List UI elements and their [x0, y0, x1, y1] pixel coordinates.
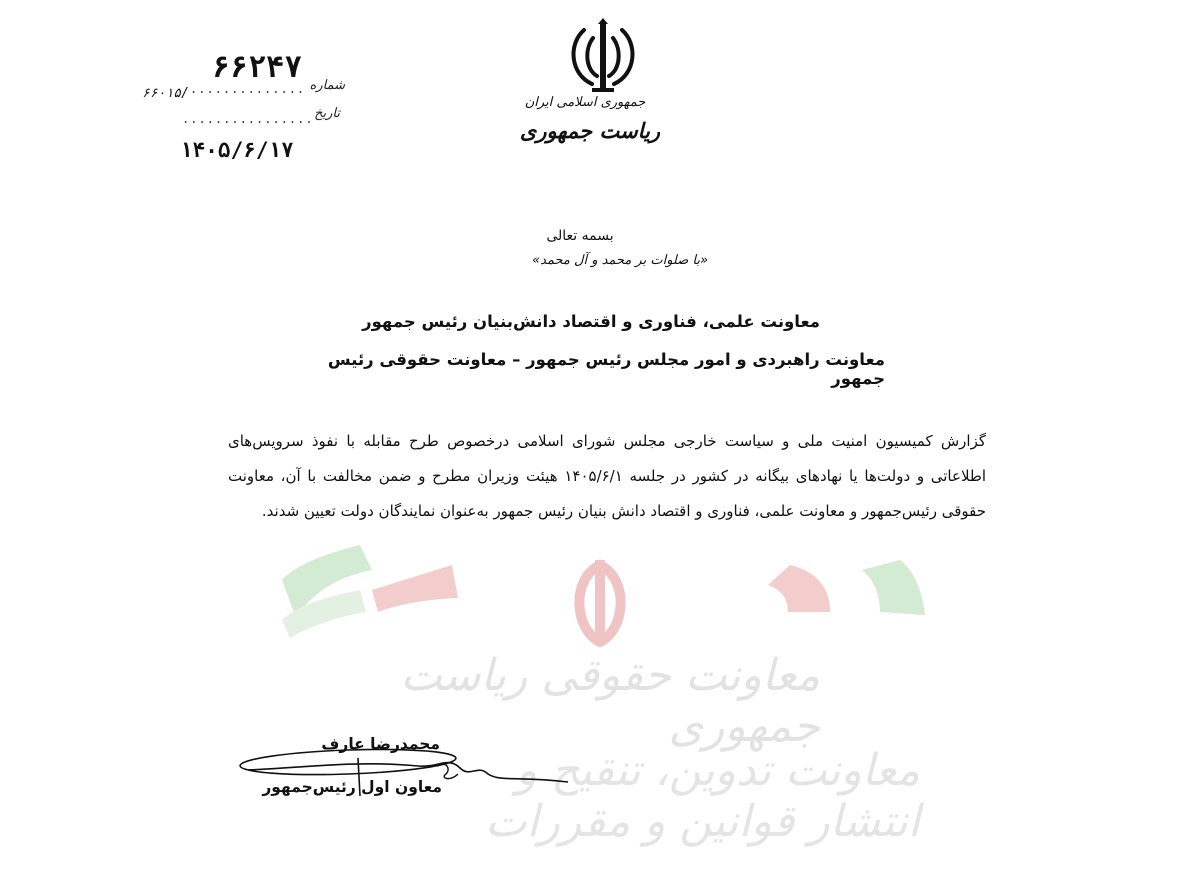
- bismillah-heading: بسمه تعالی: [546, 228, 614, 244]
- org-line-2: ریاست جمهوری: [519, 118, 661, 143]
- salavat-line: «با صلوات بر محمد و آل محمد»: [532, 253, 708, 268]
- number-label: شماره: [309, 78, 345, 93]
- letter-number-handwritten: ۶۶۲۴۷: [212, 50, 303, 85]
- recipient-line-1: معاونت علمی، فناوری و اقتصاد دانش‌بنیان رئیس جمهور: [362, 312, 820, 331]
- watermark-text-2: معاونت تدوین، تنقیح و انتشار قوانین و مقررات: [485, 745, 920, 847]
- iran-emblem-icon: [562, 18, 644, 96]
- signatory-name: محمدرضا عارف: [321, 735, 440, 753]
- date-dots: ................: [182, 112, 314, 126]
- signatory-title: معاون اول رئیس‌جمهور: [262, 778, 442, 796]
- number-prefix: ۶۶۰۱۵/: [142, 86, 189, 101]
- number-dots: ..............: [190, 82, 306, 96]
- date-handwritten: ۱۴۰۵/۶/۱۷: [180, 138, 294, 162]
- recipient-line-2: معاونت راهبردی و امور مجلس رئیس جمهور – معاونت حقوقی رئیس جمهور: [327, 350, 885, 388]
- org-line-1: جمهوری اسلامی ایران: [524, 95, 646, 110]
- letter-body: گزارش کمیسیون امنیت ملی و سیاست خارجی مجلس شورای اسلامی درخصوص طرح مقابله با نفوذ سرویس‌های اطلاعاتی و دولت‌ها یا نهادهای بیگانه در کشور در جلسه ۱۴۰۵/۶/۱ هیئت وزیران مطرح و ضمن مخالفت با آن، معاونت حقوقی رئیس‌جمهور و معاونت علمی، فناوری و اقتصاد دانش بنیان رئیس جمهور به‌عنوان نمایندگان دولت تعیین شدند.: [228, 432, 987, 520]
- date-label: تاریخ: [314, 106, 340, 121]
- watermark-text-1: معاونت حقوقی ریاست جمهوری: [400, 650, 820, 752]
